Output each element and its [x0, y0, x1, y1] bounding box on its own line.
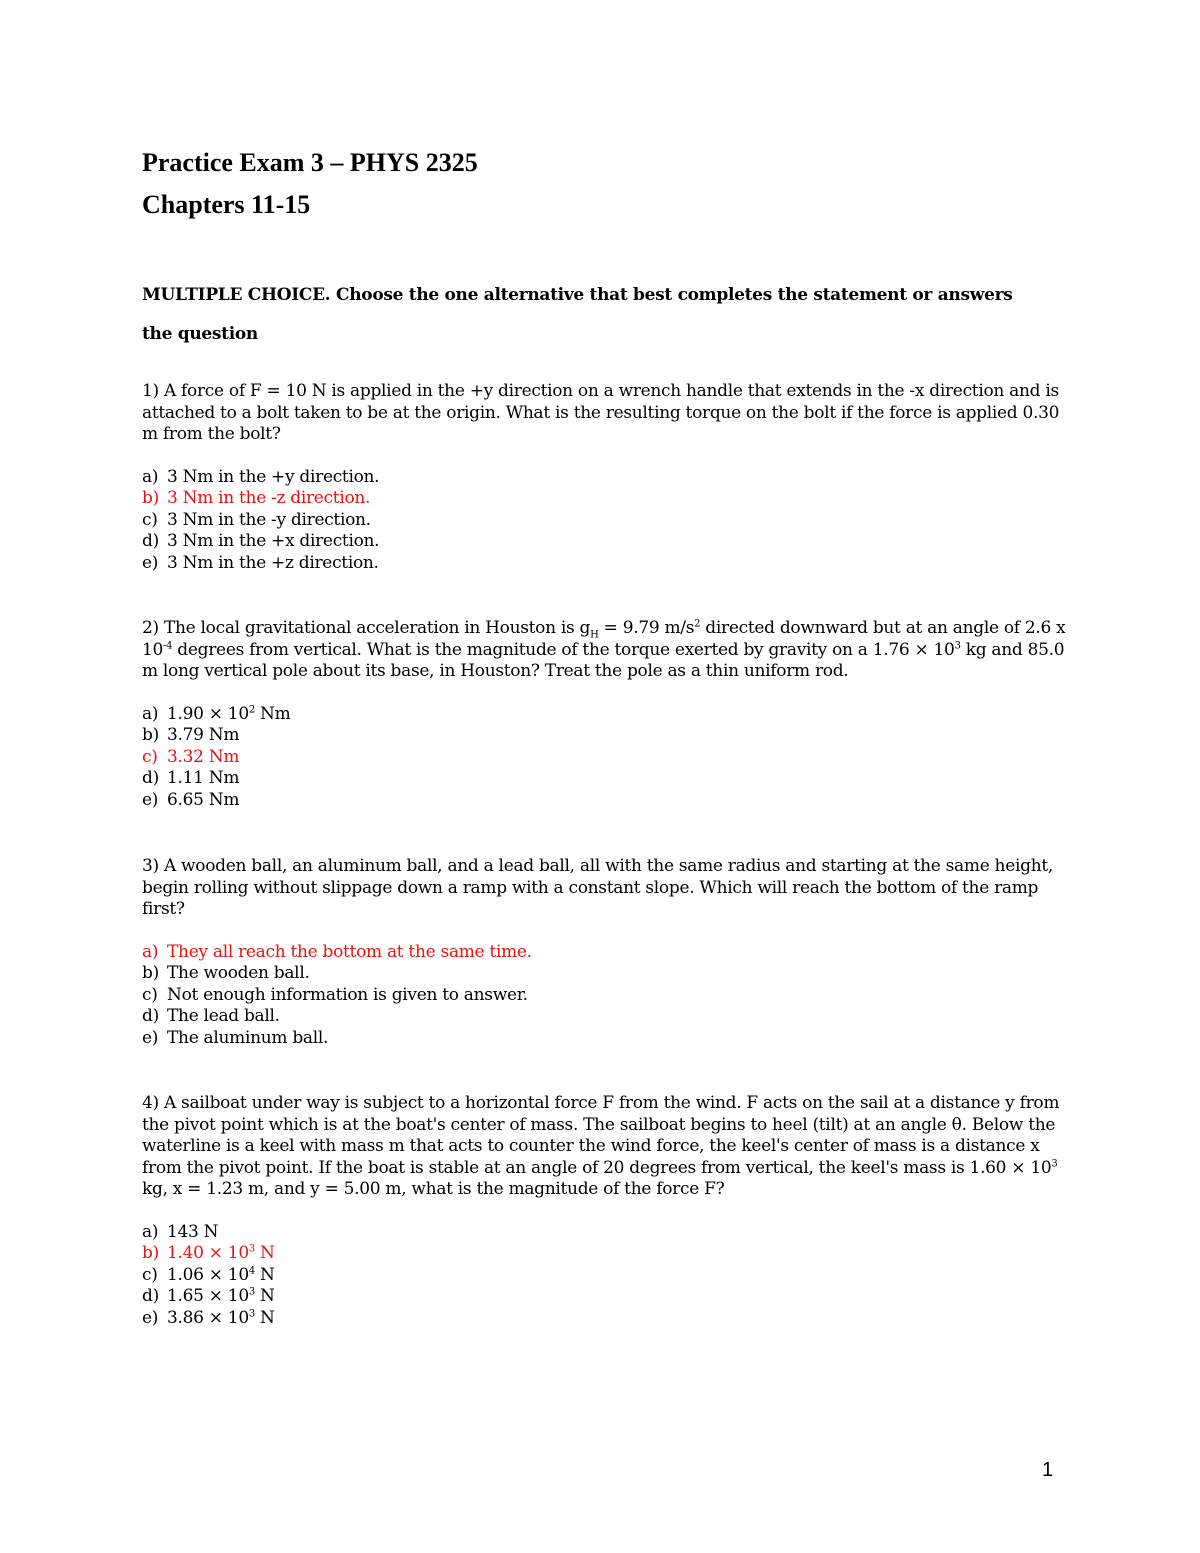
choice-b[interactable]	[142, 963, 1067, 985]
choice-c-correct[interactable]	[142, 747, 1067, 769]
choice-letter: b)	[142, 488, 159, 508]
answer-choices	[142, 1222, 1067, 1330]
choice-letter: e)	[142, 1027, 159, 1048]
choice-text: The lead ball.	[167, 1006, 280, 1026]
answer-choices	[142, 942, 1067, 1050]
choice-text: 3 Nm in the -y direction.	[167, 509, 371, 530]
choice-e[interactable]	[142, 790, 1067, 812]
question-number: 3)	[142, 856, 159, 876]
choice-a[interactable]	[142, 1222, 1067, 1244]
question-2	[142, 618, 1067, 811]
choice-text: 143 N	[167, 1221, 219, 1242]
choice-text: 3.32 Nm	[167, 746, 240, 767]
choice-text: The aluminum ball.	[167, 1027, 329, 1048]
choice-text: The wooden ball.	[167, 963, 310, 983]
question-number: 2)	[142, 618, 159, 638]
choice-letter: c)	[142, 509, 158, 530]
choice-text: 3 Nm in the +x direction.	[167, 531, 380, 551]
choice-a-correct[interactable]	[142, 942, 1067, 964]
choice-c[interactable]: c) $1.06 \times 10^4$ N	[142, 1264, 275, 1285]
choice-text: 3 Nm in the +z direction.	[167, 552, 379, 573]
choice-letter: c)	[142, 984, 158, 1005]
choice-letter: b)	[142, 963, 159, 983]
choice-letter: a)	[142, 941, 159, 962]
choice-text: 6.65 Nm	[167, 789, 240, 810]
choice-b[interactable]	[142, 725, 1067, 747]
choice-letter: b)	[142, 1243, 159, 1263]
question-stem: 2) The local gravitational acceleration in Houston is $g_H = 9.79$ $m/s^2$ directed downward but at an angle of 2.6 x $10^{-4}$ degrees from vertical. What is the magnitude of the torque exerted by gravity on a $1.76 \times 10^3$ kg and 85.0 m long vertical pole about its base, in Houston? Treat the pole as a thin uniform rod.	[142, 618, 1066, 681]
question-3	[142, 856, 1067, 1049]
answer-choices	[142, 467, 1067, 575]
answer-choices	[142, 704, 1067, 812]
choice-d[interactable]	[142, 768, 1067, 790]
choice-text: 1.11 Nm	[167, 768, 240, 788]
choice-letter: e)	[142, 552, 159, 573]
question-1	[142, 381, 1067, 574]
question-text: A wooden ball, an aluminum ball, and a lead ball, all with the same radius and starting at the same height, begin rolling without slippage down a ramp with a constant slope. Which will reach the bottom of the ramp first?	[142, 856, 1053, 919]
choice-letter: d)	[142, 768, 159, 788]
choice-letter: e)	[142, 1307, 159, 1328]
choice-text: They all reach the bottom at the same time.	[167, 941, 532, 962]
page-subtitle: Chapters 11-15	[142, 190, 311, 219]
choice-d[interactable]	[142, 1006, 1067, 1028]
choice-text: Not enough information is given to answer.	[167, 984, 528, 1005]
choice-e[interactable]	[142, 1028, 1067, 1050]
choice-text: 3.79 Nm	[167, 725, 240, 745]
question-text: A force of F = 10 N is applied in the +y direction on a wrench handle that extends in the -x direction and is attached to a bolt taken to be at the origin. What is the resulting torque on the bolt if the force is applied 0.30 m from the bolt?	[142, 381, 1060, 444]
choice-b-correct[interactable]: b) $1.40 \times 10^3$ N	[142, 1243, 275, 1263]
instructions: MULTIPLE CHOICE. Choose the one alternative that best completes the statement or answers the question	[142, 285, 1013, 344]
choice-letter: e)	[142, 789, 159, 810]
choice-d[interactable]	[142, 531, 1067, 553]
choice-letter: c)	[142, 1264, 158, 1285]
choice-letter: a)	[142, 466, 159, 487]
question-number: 1)	[142, 381, 159, 401]
choice-a[interactable]	[142, 467, 1067, 489]
question-stem	[142, 856, 1067, 921]
page-title: Practice Exam 3 – PHYS 2325	[142, 148, 478, 177]
choice-text: 3 Nm in the +y direction.	[167, 466, 380, 487]
choice-text: 3 Nm in the -z direction.	[167, 488, 371, 508]
choice-e[interactable]: e) $3.86 \times 10^3$ N	[142, 1307, 275, 1328]
choice-d[interactable]: d) $1.65 \times 10^3$ N	[142, 1286, 275, 1306]
choice-a[interactable]: a) $1.90 \times 10^2$ Nm	[142, 703, 291, 724]
choice-letter: d)	[142, 1006, 159, 1026]
question-stem: 4) A sailboat under way is subject to a horizontal force F from the wind. F acts on the sail at a distance y from the pivot point which is at the boat's center of mass. The sailboat begins to heel (tilt) at an angle θ. Below the waterline is a keel with mass m that acts to counter the wind force, the keel's center of mass is a distance x from the pivot point. If the boat is stable at an angle of 20 degrees from vertical, the keel's mass is $1.60 \times 10^3$ kg, x = 1.23 m, and y = 5.00 m, what is the magnitude of the force F?	[142, 1093, 1060, 1199]
choice-letter: a)	[142, 703, 159, 724]
choice-letter: b)	[142, 725, 159, 745]
choice-letter: a)	[142, 1221, 159, 1242]
question-stem	[142, 381, 1067, 446]
choice-b-correct[interactable]	[142, 488, 1067, 510]
choice-c[interactable]	[142, 510, 1067, 532]
choice-letter: c)	[142, 746, 158, 767]
choice-e[interactable]	[142, 553, 1067, 575]
question-4	[142, 1093, 1067, 1329]
choice-c[interactable]	[142, 985, 1067, 1007]
page-number: 1	[1042, 1459, 1054, 1481]
choice-letter: d)	[142, 531, 159, 551]
question-number: 4)	[142, 1093, 159, 1113]
choice-letter: d)	[142, 1286, 159, 1306]
